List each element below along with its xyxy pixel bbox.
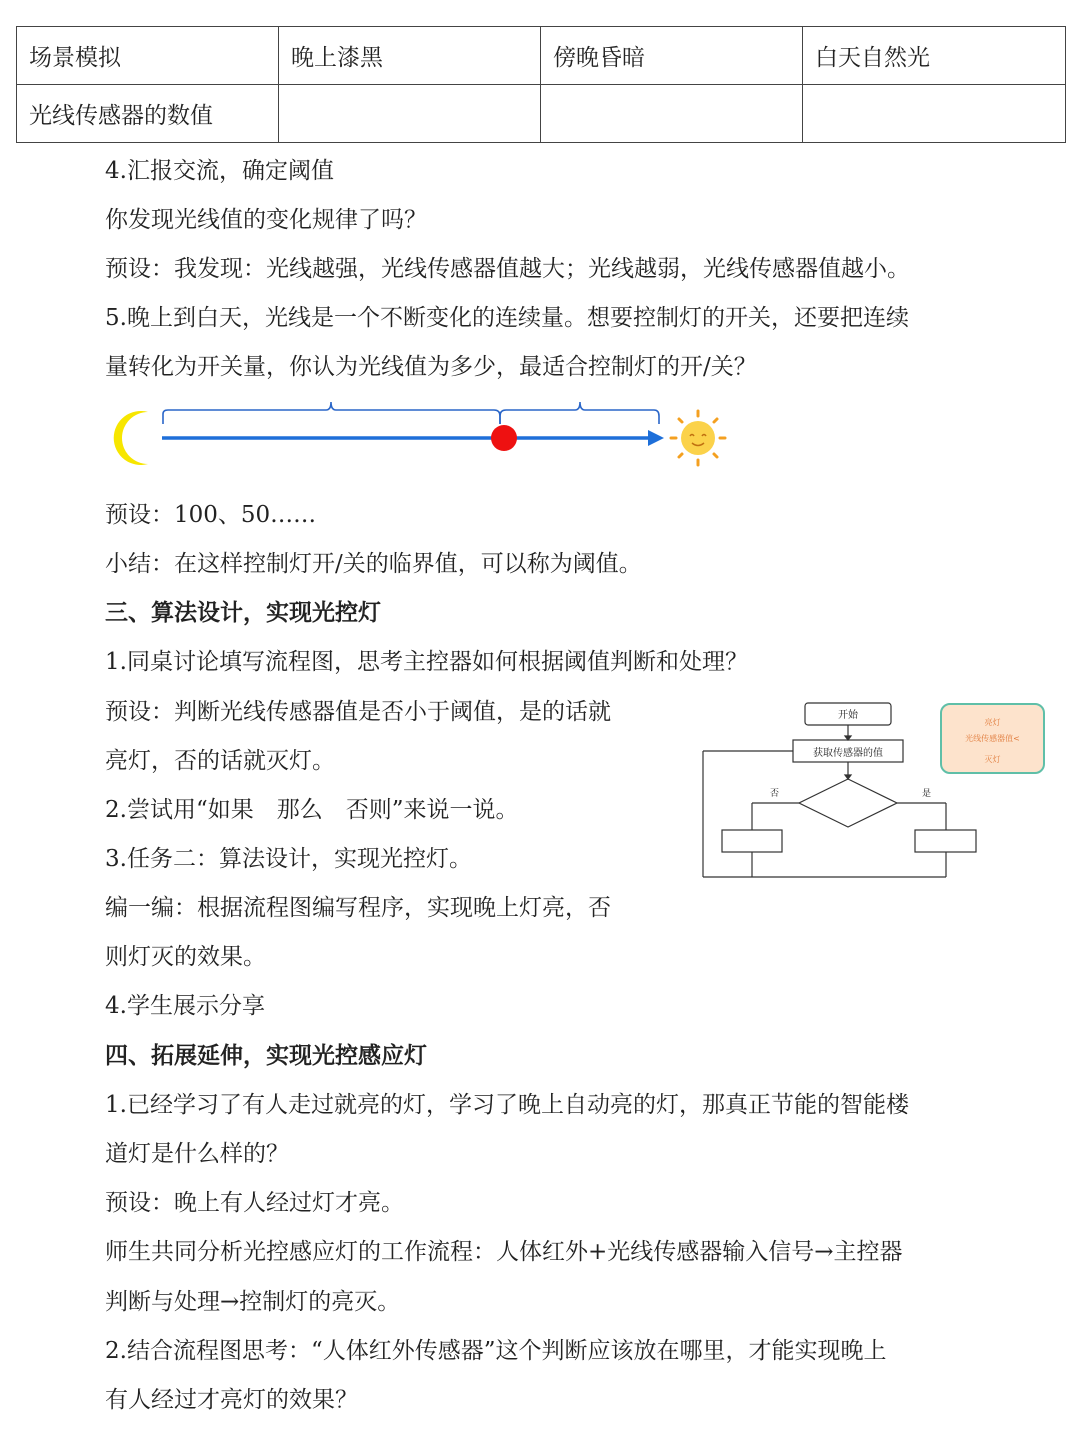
table-cell: 傍晚昏暗 <box>541 27 803 85</box>
table-row <box>17 27 1066 85</box>
paragraph: 小结：在这样控制灯开/关的临界值，可以称为阈值。 <box>105 551 642 577</box>
paragraph: 2.尝试用“如果 那么 否则”来说一说。 <box>105 797 519 823</box>
table-cell: 光线传感器的数值 <box>17 85 279 143</box>
threshold-dot <box>491 425 517 451</box>
paragraph: 预设：我发现：光线越强，光线传感器值越大；光线越弱，光线传感器值越小。 <box>105 256 910 282</box>
paragraph: 判断与处理→控制灯的亮灭。 <box>105 1289 401 1315</box>
table-cell: 白天自然光 <box>803 27 1066 85</box>
paragraph: 预设：100、50…… <box>105 502 317 528</box>
paragraph: 4.学生展示分享 <box>105 993 265 1019</box>
moon-icon <box>114 411 148 465</box>
paragraph: 亮灯，否的话就灭灯。 <box>105 748 335 774</box>
yes-branch-box <box>915 830 976 852</box>
arrow-head <box>648 430 664 446</box>
paragraph: 1.已经学习了有人走过就亮的灯，学习了晚上自动亮的灯，那真正节能的智能楼 <box>105 1092 909 1118</box>
paragraph: 预设：判断光线传感器值是否小于阈值，是的话就 <box>105 699 611 725</box>
observation-table <box>16 26 1066 143</box>
threshold-diagram <box>100 398 740 478</box>
table-cell: 场景模拟 <box>17 27 279 85</box>
table-row <box>17 85 1066 143</box>
paragraph: 则灯灭的效果。 <box>105 944 266 970</box>
paragraph: 1.同桌讨论填写流程图，思考主控器如何根据阈值判断和处理？ <box>105 649 748 675</box>
table-cell <box>541 85 803 143</box>
paragraph: 你发现光线值的变化规律了吗？ <box>105 207 427 233</box>
paragraph: 道灯是什么样的？ <box>105 1141 289 1167</box>
paragraph: 3.任务二：算法设计，实现光控灯。 <box>105 846 472 872</box>
flowchart-get-value-label: 获取传感器的值 <box>813 748 883 759</box>
flowchart-no-label: 否 <box>770 789 780 799</box>
table-cell <box>803 85 1066 143</box>
paragraph: 编一编：根据流程图编写程序，实现晚上灯亮，否 <box>105 895 611 921</box>
table-cell: 晚上漆黑 <box>279 27 541 85</box>
paragraph: 有人经过才亮灯的效果？ <box>105 1387 358 1413</box>
flowchart-yes-label: 是 <box>922 789 932 799</box>
table-cell <box>279 85 541 143</box>
flowchart-start-label: 开始 <box>838 710 858 721</box>
option-light-on[interactable]: 亮灯 <box>984 718 1001 727</box>
no-branch-box <box>722 830 782 852</box>
option-sensor-less-than[interactable]: 光线传感器值< <box>965 734 1020 743</box>
paragraph: 4.汇报交流，确定阈值 <box>105 158 334 184</box>
section-heading: 三、算法设计，实现光控灯 <box>105 600 381 626</box>
decision-node <box>799 779 897 827</box>
paragraph: 2.结合流程图思考：“人体红外传感器”这个判断应该放在哪里，才能实现晚上 <box>105 1338 887 1364</box>
left-brace <box>163 402 500 424</box>
option-card <box>940 703 1045 774</box>
paragraph: 预设：晚上有人经过灯才亮。 <box>105 1190 404 1216</box>
paragraph: 5.晚上到白天，光线是一个不断变化的连续量。想要控制灯的开关，还要把连续 <box>105 305 909 331</box>
paragraph: 量转化为开关量，你认为光线值为多少，最适合控制灯的开/关？ <box>105 354 757 380</box>
right-brace <box>500 402 659 424</box>
sun-icon <box>668 408 728 468</box>
paragraph: 师生共同分析光控感应灯的工作流程：人体红外+光线传感器输入信号→主控器 <box>105 1239 903 1265</box>
option-light-off[interactable]: 灭灯 <box>984 755 1001 764</box>
section-heading: 四、拓展延伸，实现光控感应灯 <box>105 1043 427 1069</box>
